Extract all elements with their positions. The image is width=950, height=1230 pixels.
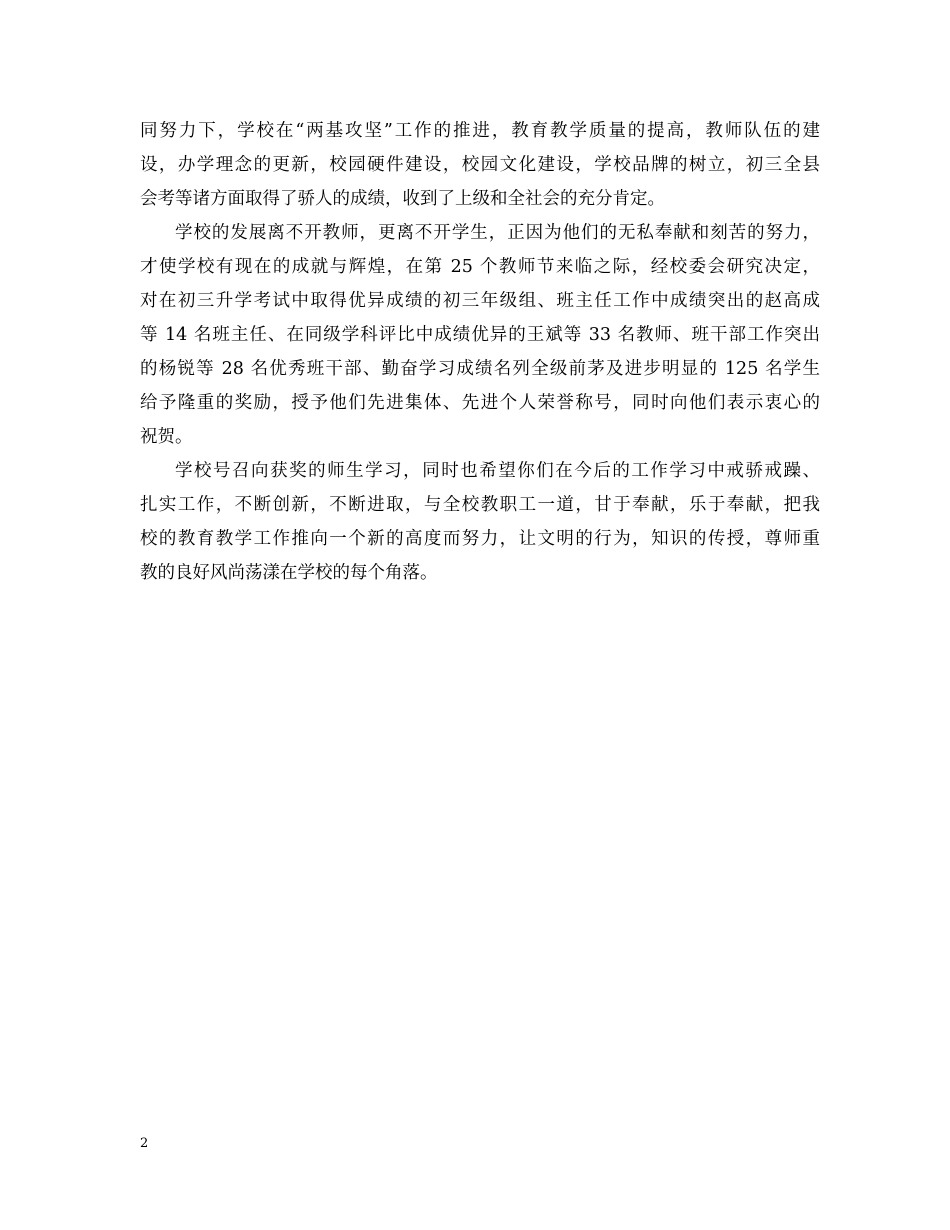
paragraph-2-line-4: 等 14 名班主任、在同级学科评比中成绩优异的王斌等 33 名教师、班干部工作突出 — [140, 325, 820, 345]
paragraph-3-line-1: 学校号召向获奖的师生学习，同时也希望你们在今后的工作学习中戒骄戒躁、 — [175, 461, 820, 481]
paragraph-3-line-3: 校的教育教学工作推向一个新的高度而努力，让文明的行为，知识的传授，尊师重 — [140, 529, 820, 549]
paragraph-3-line-2: 扎实工作，不断创新，不断进取，与全校教职工一道，甘于奉献，乐于奉献，把我 — [140, 495, 820, 515]
paragraph-2-line-5: 的杨锐等 28 名优秀班干部、勤奋学习成绩名列全级前茅及进步明显的 125 名学生 — [140, 359, 820, 379]
paragraph-2-line-6: 给予隆重的奖励，授予他们先进集体、先进个人荣誉称号，同时向他们表示衷心的 — [140, 393, 820, 413]
page-number: 2 — [140, 1136, 149, 1151]
paragraph-2-line-2: 才使学校有现在的成就与辉煌，在第 25 个教师节来临之际，经校委会研究决定， — [140, 257, 820, 277]
paragraph-2-line-7: 祝贺。 — [140, 427, 193, 447]
paragraph-2-line-3: 对在初三升学考试中取得优异成绩的初三年级组、班主任工作中成绩突出的赵高成 — [140, 291, 820, 311]
paragraph-2-line-1: 学校的发展离不开教师，更离不开学生，正因为他们的无私奉献和刻苦的努力， — [175, 223, 820, 243]
paragraph-1-line-3: 会考等诸方面取得了骄人的成绩，收到了上级和全社会的充分肯定。 — [140, 189, 665, 209]
paragraph-1-line-2: 设，办学理念的更新，校园硬件建设，校园文化建设，学校品牌的树立，初三全县 — [140, 155, 820, 175]
document-body — [140, 114, 820, 590]
paragraph-3-line-4: 教的良好风尚荡漾在学校的每个角落。 — [140, 563, 438, 583]
paragraph-1-line-1: 同努力下，学校在“两基攻坚”工作的推进，教育教学质量的提高，教师队伍的建 — [140, 121, 820, 141]
